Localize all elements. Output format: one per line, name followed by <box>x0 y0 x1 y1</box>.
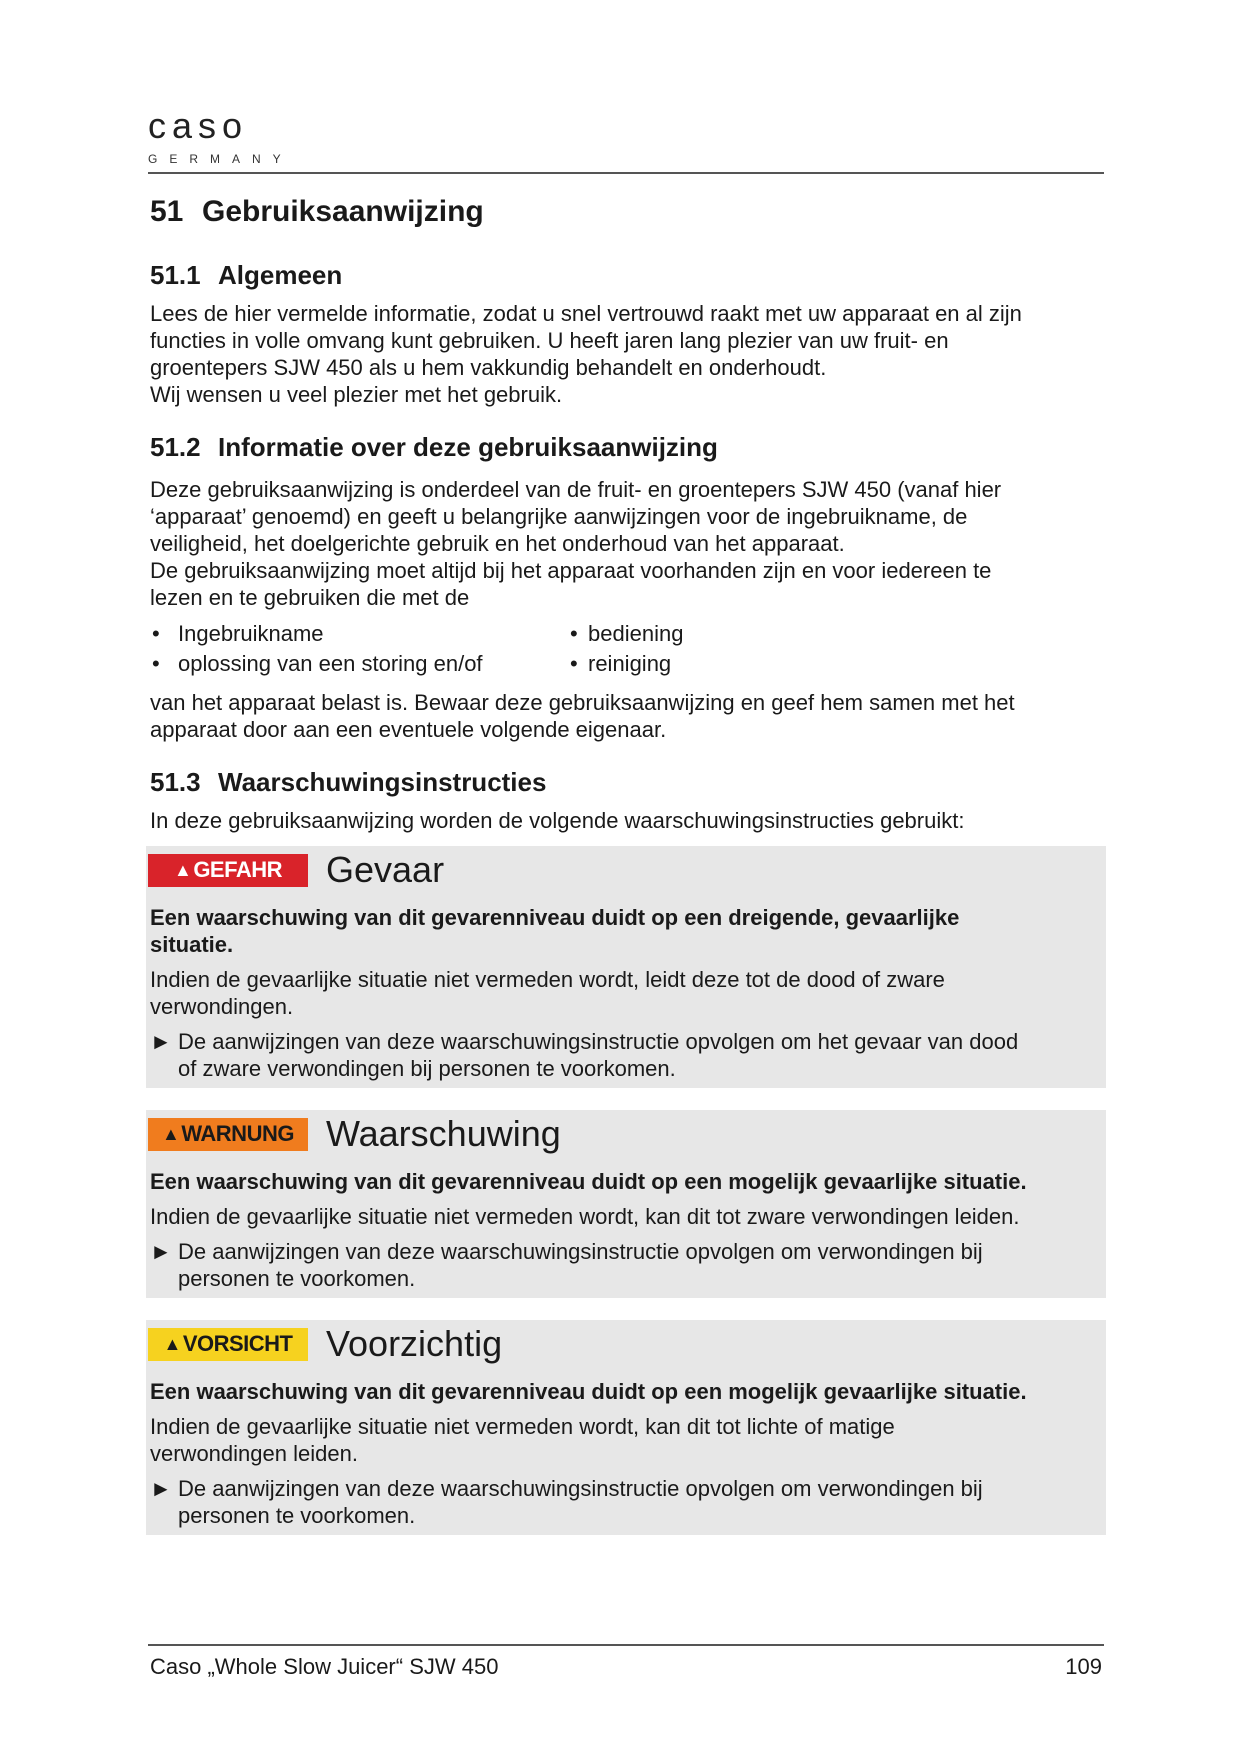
section-title: Algemeen <box>218 260 343 290</box>
logo-word: caso <box>148 105 249 146</box>
text-line: lezen en te gebruiken die met de <box>150 585 470 610</box>
logo-subtitle: GERMANY <box>148 152 293 166</box>
warning-title: Waarschuwing <box>326 1113 561 1154</box>
warning-triangle-icon: ▲ <box>163 1333 181 1354</box>
text-line: personen te voorkomen. <box>178 1503 416 1528</box>
text-line: Lees de hier vermelde informatie, zodat u snel vertrouwd raakt met uw apparaat en al zijn <box>150 301 1022 326</box>
text-line: situatie. <box>150 932 234 957</box>
danger-header <box>150 848 1102 892</box>
info-paragraph <box>150 476 1102 611</box>
text-line: Indien de gevaarlijke situatie niet vermeden wordt, leidt deze tot de dood of zware <box>150 967 945 992</box>
chapter-title-text: Gebruiksaanwijzing <box>202 195 484 228</box>
footer-divider <box>148 1644 1104 1646</box>
page-number: 109 <box>1065 1654 1102 1679</box>
section-heading-info <box>150 430 1102 464</box>
warning-header <box>150 1112 1102 1156</box>
action-arrow-icon: ► <box>150 1239 172 1264</box>
caution-action <box>150 1475 1102 1529</box>
action-arrow-icon: ► <box>150 1476 172 1501</box>
section-number: 51.3 <box>150 767 201 797</box>
text-line: Indien de gevaarlijke situatie niet vermeden wordt, kan dit tot lichte of matige <box>150 1414 895 1439</box>
list-item: • reiniging <box>570 649 970 679</box>
footer-product: Caso „Whole Slow Juicer“ SJW 450 <box>150 1654 499 1679</box>
danger-title: Gevaar <box>326 849 445 890</box>
list-item: • bediening <box>570 619 970 649</box>
warning-action <box>150 1238 1102 1292</box>
usage-bullet-list <box>150 619 1102 679</box>
text-line: Deze gebruiksaanwijzing is onderdeel van de fruit- en groentepers SJW 450 (vanaf hier <box>150 477 1002 502</box>
danger-bold-text <box>150 904 1102 958</box>
text-line: groentepers SJW 450 als u hem vakkundig behandelt en onderhoudt. <box>150 355 827 380</box>
text-line: functies in volle omvang kunt gebruiken. U heeft jaren lang plezier van uw fruit- en <box>150 328 949 353</box>
caution-header <box>150 1322 1102 1366</box>
list-item: • oplossing van een storing en/of <box>150 649 570 679</box>
section-heading-general <box>150 258 1102 292</box>
warning-text <box>150 1203 1102 1230</box>
warning-triangle-icon: ▲ <box>173 859 192 880</box>
section-title: Waarschuwingsinstructies <box>218 767 547 797</box>
caution-badge <box>148 1328 308 1361</box>
warnings-intro: In deze gebruiksaanwijzing worden de volgende waarschuwingsinstructies gebruikt: <box>150 808 965 833</box>
badge-label: GEFAHR <box>193 857 282 882</box>
text-line: verwondingen. <box>150 994 294 1019</box>
text-line: Indien de gevaarlijke situatie niet vermeden wordt, kan dit tot zware verwondingen leiden. <box>150 1204 1020 1229</box>
danger-action <box>150 1028 1102 1082</box>
text-line: Een waarschuwing van dit gevarenniveau duidt op een mogelijk gevaarlijke situatie. <box>150 1169 1027 1194</box>
text-line: personen te voorkomen. <box>178 1266 416 1291</box>
text-line: verwondingen leiden. <box>150 1441 358 1466</box>
header-divider <box>148 172 1104 174</box>
warning-badge <box>148 1118 308 1151</box>
warning-box <box>146 1110 1106 1298</box>
general-paragraph <box>150 300 1102 408</box>
info-after-paragraph <box>150 689 1102 743</box>
text-line: apparaat door aan een eventuele volgende eigenaar. <box>150 717 667 742</box>
text-line: De aanwijzingen van deze waarschuwingsinstructie opvolgen om verwondingen bij <box>178 1476 983 1501</box>
section-heading-warnings <box>150 765 1102 799</box>
warning-bold-text <box>150 1168 1102 1195</box>
text-line: De aanwijzingen van deze waarschuwingsinstructie opvolgen om het gevaar van dood <box>178 1029 1019 1054</box>
caution-text <box>150 1413 1102 1467</box>
text-line: ‘apparaat’ genoemd) en geeft u belangrijke aanwijzingen voor de ingebruikname, de <box>150 504 968 529</box>
section-title: Informatie over deze gebruiksaanwijzing <box>218 432 718 462</box>
text-line: Een waarschuwing van dit gevarenniveau duidt op een dreigende, gevaarlijke <box>150 905 960 930</box>
text-line: Een waarschuwing van dit gevarenniveau duidt op een mogelijk gevaarlijke situatie. <box>150 1379 1027 1404</box>
danger-text <box>150 966 1102 1020</box>
danger-box <box>146 846 1106 1088</box>
caso-logo <box>148 105 293 166</box>
chapter-title <box>150 192 1102 232</box>
text-line: van het apparaat belast is. Bewaar deze gebruiksaanwijzing en geef hem samen met het <box>150 690 1015 715</box>
text-line: De aanwijzingen van deze waarschuwingsinstructie opvolgen om verwondingen bij <box>178 1239 983 1264</box>
list-item: • Ingebruikname <box>150 619 570 649</box>
text-line: De gebruiksaanwijzing moet altijd bij het apparaat voorhanden zijn en voor iedereen te <box>150 558 992 583</box>
text-line: of zware verwondingen bij personen te voorkomen. <box>178 1056 676 1081</box>
text-line: Wij wensen u veel plezier met het gebruik. <box>150 382 563 407</box>
action-arrow-icon: ► <box>150 1029 172 1054</box>
caution-box <box>146 1320 1106 1535</box>
section-number: 51.1 <box>150 260 201 290</box>
caution-title: Voorzichtig <box>326 1323 503 1364</box>
warning-triangle-icon: ▲ <box>162 1123 180 1144</box>
page-content <box>150 192 1102 1557</box>
caution-bold-text <box>150 1378 1102 1405</box>
text-line: veiligheid, het doelgerichte gebruik en het onderhoud van het apparaat. <box>150 531 845 556</box>
section-number: 51.2 <box>150 432 201 462</box>
badge-label: WARNUNG <box>181 1121 294 1146</box>
chapter-number: 51 <box>150 195 184 228</box>
badge-label: VORSICHT <box>182 1331 293 1356</box>
danger-badge <box>148 854 308 887</box>
